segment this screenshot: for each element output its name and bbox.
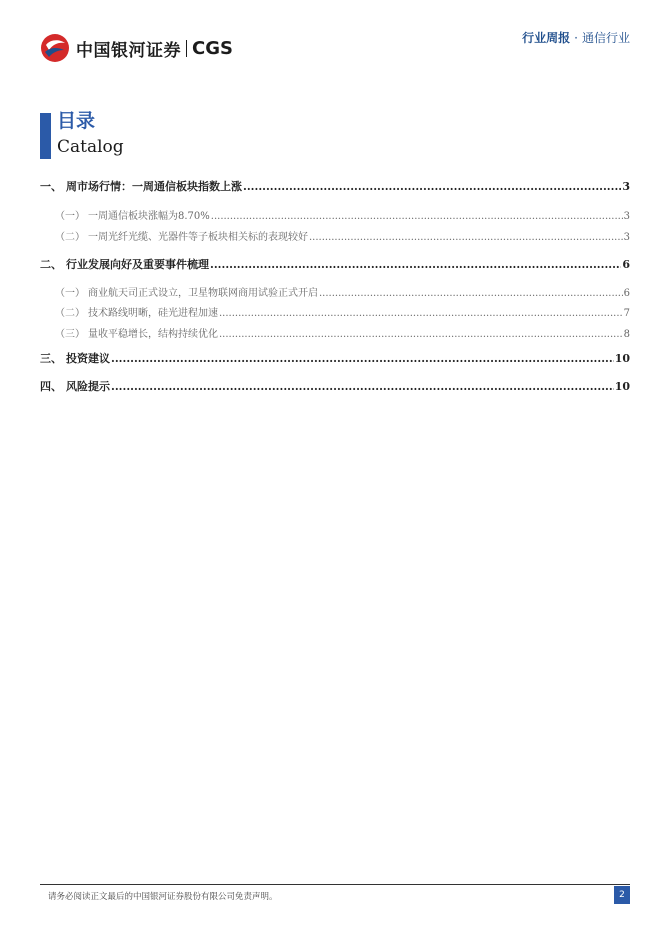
toc-leader-dots	[211, 211, 623, 222]
toc-entry-title: 一周光纤光缆、光器件等子板块相关标的表现较好	[88, 232, 308, 243]
toc-entry-number: 二、	[40, 258, 62, 271]
toc-entry-page: 6	[623, 288, 630, 299]
toc-entry-page: 3	[622, 180, 630, 193]
toc-subentry[interactable]	[40, 304, 630, 319]
toc-title-english: Catalog	[57, 137, 124, 157]
toc-entry-number: 三、	[40, 352, 62, 365]
cgs-logo-icon	[40, 33, 70, 63]
company-logo	[40, 33, 233, 63]
toc-subentry[interactable]	[40, 325, 630, 340]
toc-leader-dots	[319, 288, 623, 299]
toc-entry-page: 10	[614, 352, 630, 365]
toc-entry-title: 投资建议	[66, 352, 110, 365]
logo-divider	[186, 40, 187, 57]
toc-entry-number: （二）	[55, 308, 85, 319]
industry-name: 通信行业	[581, 31, 630, 45]
toc-entry-page: 3	[623, 211, 630, 222]
toc-entry-number: （一）	[55, 211, 85, 222]
toc-entry-number: （三）	[55, 329, 85, 340]
toc-entry[interactable]	[40, 378, 630, 394]
logo-chinese-name: 中国银河证券	[76, 40, 181, 61]
footer-divider	[40, 884, 630, 885]
logo-english-name: CGS	[192, 37, 233, 59]
toc-leader-dots	[219, 308, 623, 319]
toc-entry-number: 一、	[40, 180, 62, 193]
toc-subentry[interactable]	[40, 284, 630, 299]
header-separator: ·	[574, 31, 578, 45]
toc-entry-number: （一）	[55, 288, 85, 299]
toc-entry-title: 周市场行情：一周通信板块指数上涨	[66, 180, 242, 193]
footer-disclaimer: 请务必阅读正文最后的中国银河证券股份有限公司免责声明。	[48, 892, 278, 902]
toc-entry[interactable]	[40, 350, 630, 366]
toc-leader-dots	[111, 352, 614, 365]
toc-entry-page: 7	[623, 308, 630, 319]
toc-leader-dots	[210, 258, 621, 271]
toc-entry-title: 风险提示	[66, 380, 110, 393]
toc-leader-dots	[111, 380, 614, 393]
toc-subentry[interactable]	[40, 207, 630, 222]
toc-entry-page: 8	[623, 329, 630, 340]
toc-entry[interactable]	[40, 178, 630, 194]
toc-entry-title: 技术路线明晰，硅光进程加速	[88, 308, 218, 319]
toc-entry[interactable]	[40, 256, 630, 272]
toc-entry-page: 10	[614, 380, 630, 393]
toc-title-chinese: 目录	[57, 110, 96, 132]
toc-entry-title: 商业航天司正式设立，卫星物联网商用试验正式开启	[88, 288, 318, 299]
toc-entry-title: 一周通信板块涨幅为8.70%	[88, 211, 210, 222]
toc-entry-number: （二）	[55, 232, 85, 243]
toc-entry-title: 行业发展向好及重要事件梳理	[66, 258, 209, 271]
toc-subentry[interactable]	[40, 228, 630, 243]
report-category: 行业周报	[522, 31, 571, 45]
toc-heading-bar	[40, 113, 51, 159]
page-number-badge: 2	[614, 886, 630, 904]
toc-leader-dots	[219, 329, 623, 340]
toc-entry-number: 四、	[40, 380, 62, 393]
report-type-label	[522, 29, 630, 46]
toc-leader-dots	[243, 180, 621, 193]
toc-entry-title: 量收平稳增长，结构持续优化	[88, 329, 218, 340]
toc-leader-dots	[309, 232, 623, 243]
toc-entry-page: 3	[623, 232, 630, 243]
toc-entry-page: 6	[622, 258, 630, 271]
